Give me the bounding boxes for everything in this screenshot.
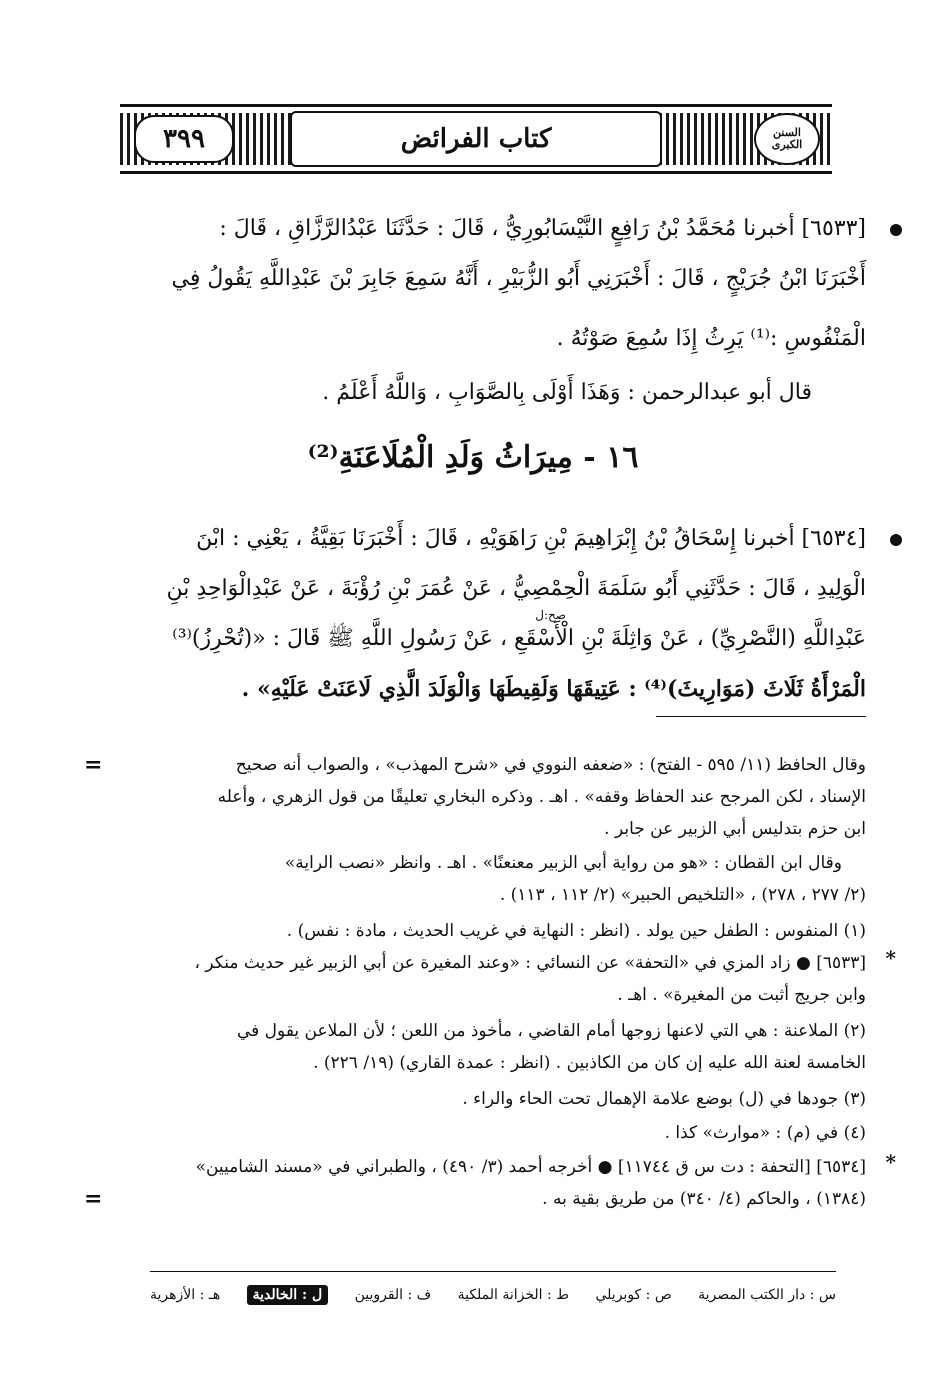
footnote-4: (٤) في (م) : «موارث» كذا . [664,1123,866,1143]
legend-sad: ص : كوبريلي [595,1287,672,1303]
footnote-3: (٣) جودها في (ل) بوضع علامة الإهمال تحت الحاء والراء . [462,1089,866,1109]
hadith-6534-line4: الْمَرْأَةُ ثَلَاثَ (مَوَارِيثَ)⁽⁴⁾ : عَتِيقَهَا وَلَقِيطَهَا وَالْوَلَدَ الَّذِي لَاعَنَتْ عَلَيْهِ» . [241,676,866,702]
legend-lam: ل : الخالدية [247,1285,329,1305]
hadith-6534-line1: [٦٥٣٤] أخبرنا إِسْحَاقُ بْنُ إِبْرَاهِيمَ بْنِ رَاهَوَيْهِ ، قَالَ : أَخْبَرَنَا بَقِيَّةُ ، يَعْنِي : ابْنَ [196,526,866,551]
hadith-6533-line3: الْمَنْفُوسِ :⁽¹⁾ يَرِثُ إِذَا سُمِعَ صَوْتُهُ . [556,326,866,351]
bullet-icon [890,534,902,546]
footnote-cont-3: ابن حزم بتدليس أبي الزبير عن جابر . [604,819,866,839]
star-mark: * [885,946,896,970]
continuation-mark: = [84,752,103,778]
footnote-cont-5: (٢/ ٢٧٧ ، ٢٧٨) ، «التلخيص الحبير» (٢/ ١١٢ ، ١١٣) . [499,885,866,905]
hadith-6534-line2: الْوَلِيدِ ، قَالَ : حَدَّثَنِي أَبُو سَلَمَةَ الْحِمْصِيُّ ، عَنْ عُمَرَ بْنِ رُؤْبَةَ ، عَنْ عَبْدِالْوَاحِدِ بْنِ [166,576,866,601]
footer-separator [150,1271,836,1272]
footnote-cont-4: وقال ابن القطان : «هو من رواية أبي الزبير معنعنًا» . اهـ . وانظر «نصب الراية» [284,853,842,873]
legend-ha: هـ : الأزهرية [150,1287,221,1303]
hadith-6533-comment: قال أبو عبدالرحمن : وَهَذَا أَوْلَى بِالصَّوَابِ ، وَاللَّهُ أَعْلَمُ . [322,380,812,405]
continuation-mark: = [84,1186,103,1212]
page-header [120,104,832,174]
bullet-icon [890,224,902,236]
chapter-title: ١٦ - مِيرَاثُ وَلَدِ الْمُلَاعَنَةِ⁽²⁾ [307,440,639,475]
book-emblem: السنن الكبرى [754,113,820,165]
footnote-2-a: (٢) الملاعنة : هي التي لاعنها زوجها أمام القاضي ، مأخوذ من اللعن ؛ لأن الملاعن يقول في [236,1021,866,1041]
legend-s: س : دار الكتب المصرية [698,1287,836,1303]
legend-ta: ط : الخزانة الملكية [457,1287,570,1303]
footnote-cont-1: وقال الحافظ (١١/ ٥٩٥ - الفتح) : «ضعفه النووي في «شرح المهذب» ، والصواب أنه صحيح [235,755,866,775]
footnote-cont-2: الإسناد ، لكن المرجح عند الحفاظ وقفه» . اهـ . وذكره البخاري تعليقًا من قول الزهري ، وأعله [217,787,866,807]
book-title: كتاب الفرائض [290,111,662,167]
star-mark: * [885,1150,896,1174]
margin-note: صح:ل [535,608,566,622]
hadith-6533-line1: [٦٥٣٣] أخبرنا مُحَمَّدُ بْنُ رَافِعٍ النَّيْسَابُورِيُّ ، قَالَ : حَدَّثَنَا عَبْدُالرَّزَّاقِ ، قَالَ : [219,216,866,241]
footnote-6534-b: (١٣٨٤) ، والحاكم (٤/ ٣٤٠) من طريق بقية به . [542,1189,866,1209]
manuscript-legend [150,1278,836,1312]
footnote-6534-a: [٦٥٣٤] [التحفة : دت س ق ١١٧٤٤] ● أخرجه أحمد (٣/ ٤٩٠) ، والطبراني في «مسند الشاميين» [195,1157,866,1177]
legend-fa: ف : القرويين [354,1287,432,1303]
hadith-6533-line2: أَخْبَرَنَا ابْنُ جُرَيْجٍ ، قَالَ : أَخْبَرَنِي أَبُو الزُّبَيْرِ ، أَنَّهُ سَمِعَ جَابِرَ بْنَ عَبْدِاللَّهِ يَقُولُ فِي [171,266,866,291]
footnote-separator [656,716,866,717]
footnote-6533-b: وابن جريج أثبت من المغيرة» . اهـ . [617,985,866,1005]
footnote-1: (١) المنفوس : الطفل حين يولد . (انظر : النهاية في غريب الحديث ، مادة : نفس) . [286,921,866,941]
page-number: ٣٩٩ [134,115,234,163]
footnote-6533-a: [٦٥٣٣] ● زاد المزي في «التحفة» عن النسائي : «وعند المغيرة عن أبي الزبير غير حديث منكر ، [194,953,866,973]
footnote-2-b: الخامسة لعنة الله عليه إن كان من الكاذبين . (انظر : عمدة القاري) (١٩/ ٢٢٦) . [313,1053,866,1073]
hadith-6534-line3: عَبْدِاللَّهِ (النَّصْرِيِّ) ، عَنْ وَاثِلَةَ بْنِ الْأَسْقَعِ ، عَنْ رَسُولِ اللَّهِ ﷺ قَالَ : «(تُحْرِزُ)⁽³⁾ [172,626,866,651]
